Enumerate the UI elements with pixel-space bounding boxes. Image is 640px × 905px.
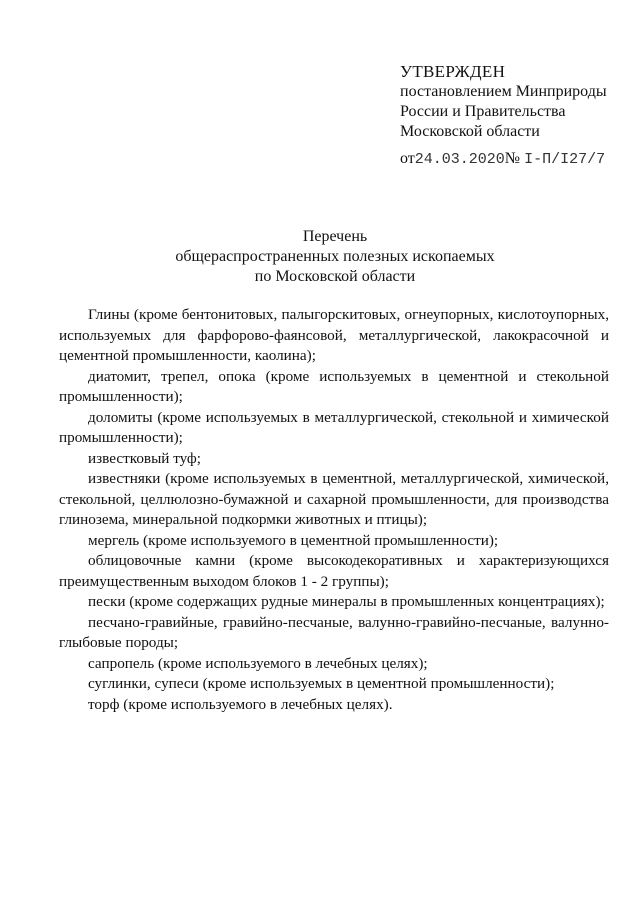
list-item: мергель (кроме используемого в цементной промышленности); <box>88 531 499 549</box>
document-number: I-П/I27/7 <box>524 151 606 168</box>
approval-block <box>400 62 630 142</box>
title-line: по Московской области <box>254 268 416 285</box>
list-item: песчано-гравийные, гравийно-песчаные, валунно-гравийно-песчаные, валунно-глыбовые породы; <box>59 613 609 651</box>
list-item: облицовочные камни (кроме высокодекоративных и характеризующихся преимущественным выходом блоков 1 - 2 группы); <box>59 552 609 590</box>
list-item: торф (кроме используемого в лечебных целях). <box>88 695 393 713</box>
document-date: 24.03.2020 <box>414 151 505 168</box>
approval-line: постановлением Минприроды <box>400 83 607 100</box>
date-prefix: от <box>400 150 415 167</box>
minerals-list <box>59 305 609 715</box>
title-line: Перечень <box>302 228 368 245</box>
document-reference <box>400 150 605 168</box>
list-item: суглинки, супеси (кроме используемых в цементной промышленности); <box>88 675 555 692</box>
approval-line: России и Правительства <box>400 103 566 120</box>
title-line: общераспространенных полезных ископаемых <box>175 248 495 265</box>
list-item: известняки (кроме используемых в цементной, металлургической, химической, стекольной, целлюлозно-бумажной и сахарной промышленности, для производства глинозема, минеральной подкормки животных и птицы); <box>59 470 609 528</box>
list-item: пески (кроме содержащих рудные минералы в промышленных концентрациях); <box>88 593 605 610</box>
list-item: известковый туф; <box>88 449 201 467</box>
list-item: доломиты (кроме используемых в металлургической, стекольной и химической промышленности); <box>59 408 609 446</box>
approval-line: Московской области <box>400 123 540 140</box>
document-title <box>0 227 640 287</box>
number-sign: № <box>504 150 521 167</box>
approval-heading: УТВЕРЖДЕН <box>400 62 506 81</box>
list-item: сапропель (кроме используемого в лечебных целях); <box>88 654 428 672</box>
list-item: Глины (кроме бентонитовых, палыгорскитовых, огнеупорных, кислотоупорных, используемых для фарфорово-фаянсовой, металлургической, лакокрасочной и цементной промышленности, каолина); <box>59 306 609 364</box>
list-item: диатомит, трепел, опока (кроме используемых в цементной и стекольной промышленности); <box>59 367 609 405</box>
